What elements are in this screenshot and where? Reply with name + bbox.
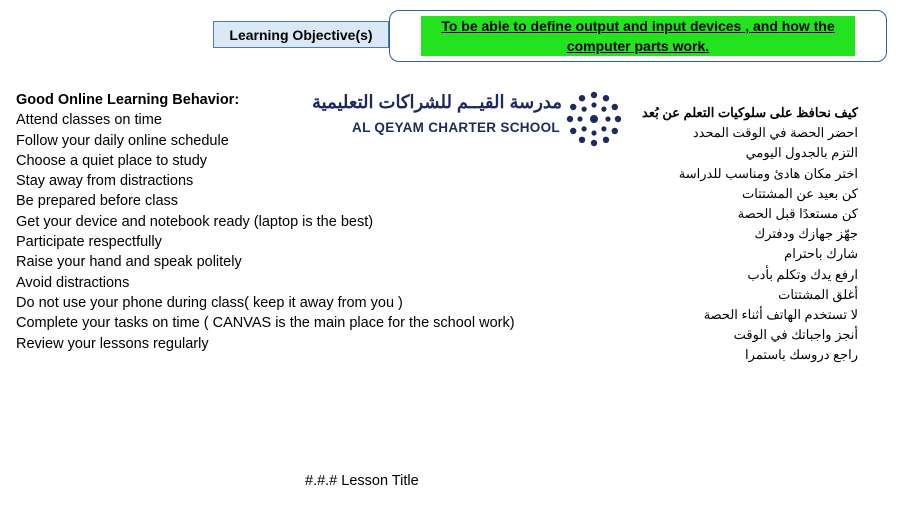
arabic-behavior-item: كن بعيد عن المشتتات [742, 185, 858, 201]
behavior-item: Do not use your phone during class( keep it away from you ) [16, 294, 403, 311]
learning-objective-text: To be able to define output and input devices , and how the computer parts work. [421, 16, 855, 56]
arabic-behavior-item: التزم بالجدول اليومي [745, 145, 858, 161]
learning-objective-label-text: Learning Objective(s) [229, 26, 373, 43]
behavior-item: Complete your tasks on time ( CANVAS is the main place for the school work) [16, 315, 515, 332]
arabic-behavior-item: أغلق المشتتات [778, 286, 858, 302]
behavior-item: Get your device and notebook ready (laptop is the best) [16, 213, 374, 230]
arabic-behavior-item: ارفع يدك وتكلم بأدب [747, 266, 858, 282]
arabic-behavior-item: راجع دروسك باستمرا [745, 347, 858, 363]
arabic-behavior-item: اختر مكان هادئ ومناسب للدراسة [678, 165, 858, 181]
learning-objective-label [213, 21, 389, 48]
behavior-item: Follow your daily online schedule [16, 132, 229, 149]
behavior-item: Attend classes on time [16, 112, 162, 129]
school-name-english: AL QEYAM CHARTER SCHOOL [352, 120, 560, 135]
school-name-arabic: مدرسة القيــم للشراكات التعليمية [312, 92, 562, 112]
behavior-item: Raise your hand and speak politely [16, 254, 242, 271]
behavior-item: Participate respectfully [16, 234, 162, 251]
learning-objective-box [389, 10, 887, 62]
arabic-behavior-item: جهّز جهازك ودفترك [754, 226, 858, 242]
arabic-behavior-item: أنجز واجباتك في الوقت [733, 327, 858, 343]
behavior-item: Review your lessons regularly [16, 335, 209, 352]
behavior-heading: Good Online Learning Behavior: [16, 92, 240, 108]
behavior-list-arabic [618, 103, 858, 366]
behavior-item: Choose a quiet place to study [16, 152, 208, 169]
behavior-item: Be prepared before class [16, 193, 179, 210]
arabic-behavior-item: كن مستعدًا قبل الحصة [737, 206, 858, 222]
school-emblem-icon [564, 89, 624, 149]
arabic-behavior-item: شارك باحترام [784, 246, 858, 262]
arabic-behavior-item: احضر الحصة في الوقت المحدد [692, 125, 858, 141]
arabic-behavior-item: لا تستخدم الهاتف أثناء الحصة [703, 307, 858, 323]
arabic-behavior-heading: كيف نحافظ على سلوكيات التعلم عن بُعد [642, 105, 858, 120]
behavior-item: Avoid distractions [16, 274, 130, 291]
lesson-title: #.#.# Lesson Title [305, 473, 419, 489]
behavior-item: Stay away from distractions [16, 173, 194, 190]
school-logo [312, 89, 625, 149]
